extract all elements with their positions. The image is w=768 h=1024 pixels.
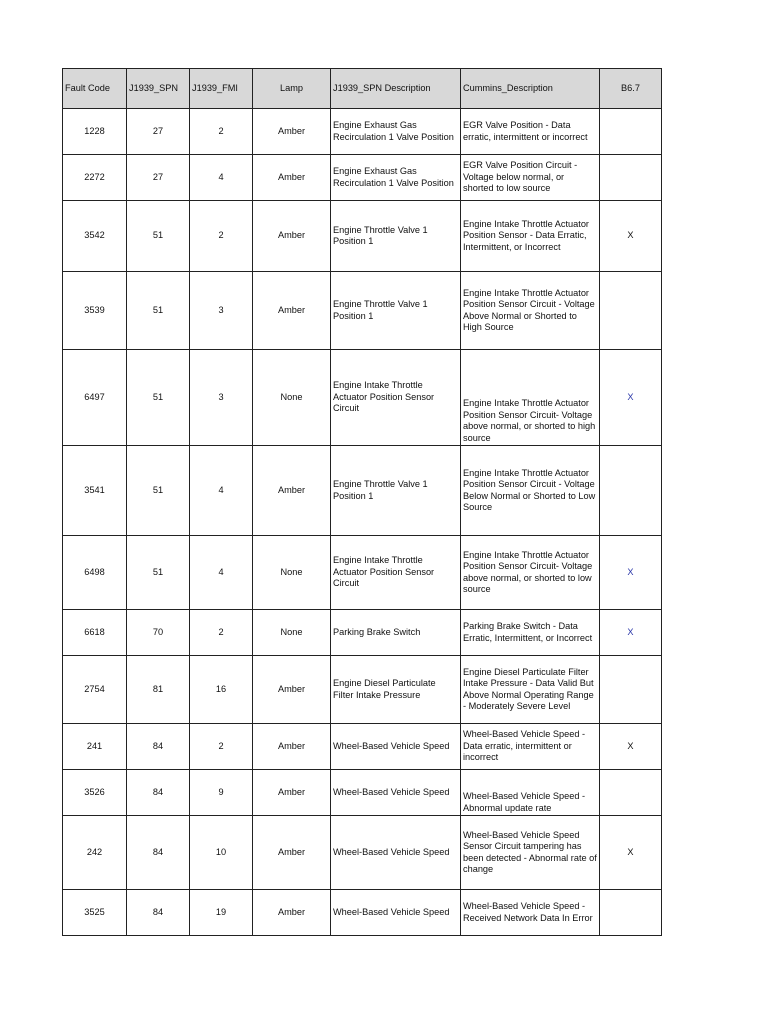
table-row	[63, 446, 662, 536]
cummins-description-cell: Engine Intake Throttle Actuator Position Sensor Circuit - Voltage Above Normal or Shorted to High Source	[461, 272, 600, 350]
lamp-cell: Amber	[253, 446, 331, 536]
cummins-description-cell: Engine Intake Throttle Actuator Position Sensor Circuit - Voltage Below Normal or Shorted to Low Source	[461, 446, 600, 536]
fault-code-cell: 2272	[63, 155, 127, 201]
fault-code-cell: 3539	[63, 272, 127, 350]
cummins-description-cell: Engine Diesel Particulate Filter Intake Pressure - Data Valid But Above Normal Operating Range - Moderately Severe Level	[461, 656, 600, 724]
cummins-description-cell: Parking Brake Switch - Data Erratic, Intermittent, or Incorrect	[461, 610, 600, 656]
lamp-cell: Amber	[253, 770, 331, 816]
fmi-cell: 2	[190, 109, 253, 155]
b67-cell	[600, 272, 662, 350]
table-row	[63, 656, 662, 724]
fmi-cell: 2	[190, 201, 253, 272]
table-row	[63, 536, 662, 610]
spn-description-cell: Engine Intake Throttle Actuator Position Sensor Circuit	[331, 350, 461, 446]
spn-description-cell: Wheel-Based Vehicle Speed	[331, 770, 461, 816]
spn-description-cell: Wheel-Based Vehicle Speed	[331, 816, 461, 890]
spn-cell: 84	[127, 724, 190, 770]
table-row	[63, 770, 662, 816]
spn-description-cell: Parking Brake Switch	[331, 610, 461, 656]
spn-cell: 84	[127, 770, 190, 816]
col-header-b67: B6.7	[600, 69, 662, 109]
fault-code-cell: 2754	[63, 656, 127, 724]
col-header-fmi: J1939_FMI	[190, 69, 253, 109]
spn-cell: 84	[127, 890, 190, 936]
fmi-cell: 4	[190, 155, 253, 201]
fmi-cell: 4	[190, 536, 253, 610]
fmi-cell: 3	[190, 350, 253, 446]
lamp-cell: Amber	[253, 890, 331, 936]
spn-description-cell: Engine Throttle Valve 1 Position 1	[331, 201, 461, 272]
fault-code-cell: 3541	[63, 446, 127, 536]
spn-cell: 51	[127, 272, 190, 350]
spn-cell: 27	[127, 109, 190, 155]
b67-cell	[600, 109, 662, 155]
fmi-cell: 10	[190, 816, 253, 890]
lamp-cell: Amber	[253, 155, 331, 201]
lamp-cell: Amber	[253, 816, 331, 890]
spn-description-cell: Engine Throttle Valve 1 Position 1	[331, 446, 461, 536]
table-row	[63, 272, 662, 350]
fault-code-cell: 1228	[63, 109, 127, 155]
fmi-cell: 2	[190, 610, 253, 656]
fault-code-table	[62, 68, 662, 936]
cummins-description-cell: Wheel-Based Vehicle Speed - Data erratic, intermittent or incorrect	[461, 724, 600, 770]
spn-cell: 70	[127, 610, 190, 656]
table-row	[63, 201, 662, 272]
lamp-cell: Amber	[253, 724, 331, 770]
col-header-fault-code: Fault Code	[63, 69, 127, 109]
table-row	[63, 350, 662, 446]
b67-cell	[600, 155, 662, 201]
table-row	[63, 724, 662, 770]
fmi-cell: 16	[190, 656, 253, 724]
b67-cell: X	[600, 201, 662, 272]
b67-cell: X	[600, 724, 662, 770]
cummins-description-cell: EGR Valve Position - Data erratic, intermittent or incorrect	[461, 109, 600, 155]
spn-description-cell: Engine Throttle Valve 1 Position 1	[331, 272, 461, 350]
b67-cell	[600, 446, 662, 536]
spn-description-cell: Wheel-Based Vehicle Speed	[331, 724, 461, 770]
spn-cell: 51	[127, 350, 190, 446]
fault-code-cell: 3542	[63, 201, 127, 272]
b67-cell	[600, 770, 662, 816]
spn-description-cell: Engine Exhaust Gas Recirculation 1 Valve Position	[331, 109, 461, 155]
col-header-spn-description: J1939_SPN Description	[331, 69, 461, 109]
col-header-lamp: Lamp	[253, 69, 331, 109]
spn-description-cell: Engine Exhaust Gas Recirculation 1 Valve Position	[331, 155, 461, 201]
table-row	[63, 610, 662, 656]
fmi-cell: 4	[190, 446, 253, 536]
lamp-cell: None	[253, 350, 331, 446]
table-row	[63, 890, 662, 936]
table-row	[63, 109, 662, 155]
spn-cell: 51	[127, 446, 190, 536]
spn-cell: 27	[127, 155, 190, 201]
spn-cell: 51	[127, 201, 190, 272]
b67-cell	[600, 656, 662, 724]
cummins-description-cell: Engine Intake Throttle Actuator Position Sensor Circuit- Voltage above normal, or shorted to low source	[461, 536, 600, 610]
col-header-cummins-description: Cummins_Description	[461, 69, 600, 109]
col-header-spn: J1939_SPN	[127, 69, 190, 109]
spn-cell: 84	[127, 816, 190, 890]
b67-cell: X	[600, 610, 662, 656]
lamp-cell: Amber	[253, 201, 331, 272]
table-row	[63, 155, 662, 201]
fault-code-cell: 3526	[63, 770, 127, 816]
header-row	[63, 69, 662, 109]
cummins-description-cell: Wheel-Based Vehicle Speed - Abnormal update rate	[461, 770, 600, 816]
fault-code-cell: 6618	[63, 610, 127, 656]
fault-code-cell: 6498	[63, 536, 127, 610]
lamp-cell: Amber	[253, 272, 331, 350]
fault-code-cell: 3525	[63, 890, 127, 936]
lamp-cell: None	[253, 610, 331, 656]
fmi-cell: 19	[190, 890, 253, 936]
fmi-cell: 9	[190, 770, 253, 816]
fault-code-cell: 242	[63, 816, 127, 890]
b67-cell: X	[600, 816, 662, 890]
lamp-cell: Amber	[253, 109, 331, 155]
cummins-description-cell: Engine Intake Throttle Actuator Position Sensor - Data Erratic, Intermittent, or Incorrect	[461, 201, 600, 272]
b67-cell: X	[600, 536, 662, 610]
b67-cell	[600, 890, 662, 936]
spn-cell: 51	[127, 536, 190, 610]
fault-code-cell: 6497	[63, 350, 127, 446]
spn-cell: 81	[127, 656, 190, 724]
cummins-description-cell: Wheel-Based Vehicle Speed - Received Network Data In Error	[461, 890, 600, 936]
spn-description-cell: Wheel-Based Vehicle Speed	[331, 890, 461, 936]
table-row	[63, 816, 662, 890]
lamp-cell: None	[253, 536, 331, 610]
cummins-description-cell: Engine Intake Throttle Actuator Position Sensor Circuit- Voltage above normal, or shorted to high source	[461, 350, 600, 446]
lamp-cell: Amber	[253, 656, 331, 724]
b67-cell: X	[600, 350, 662, 446]
spn-description-cell: Engine Diesel Particulate Filter Intake Pressure	[331, 656, 461, 724]
fmi-cell: 2	[190, 724, 253, 770]
spn-description-cell: Engine Intake Throttle Actuator Position Sensor Circuit	[331, 536, 461, 610]
cummins-description-cell: EGR Valve Position Circuit - Voltage below normal, or shorted to low source	[461, 155, 600, 201]
fmi-cell: 3	[190, 272, 253, 350]
cummins-description-cell: Wheel-Based Vehicle Speed Sensor Circuit tampering has been detected - Abnormal rate of change	[461, 816, 600, 890]
fault-code-cell: 241	[63, 724, 127, 770]
